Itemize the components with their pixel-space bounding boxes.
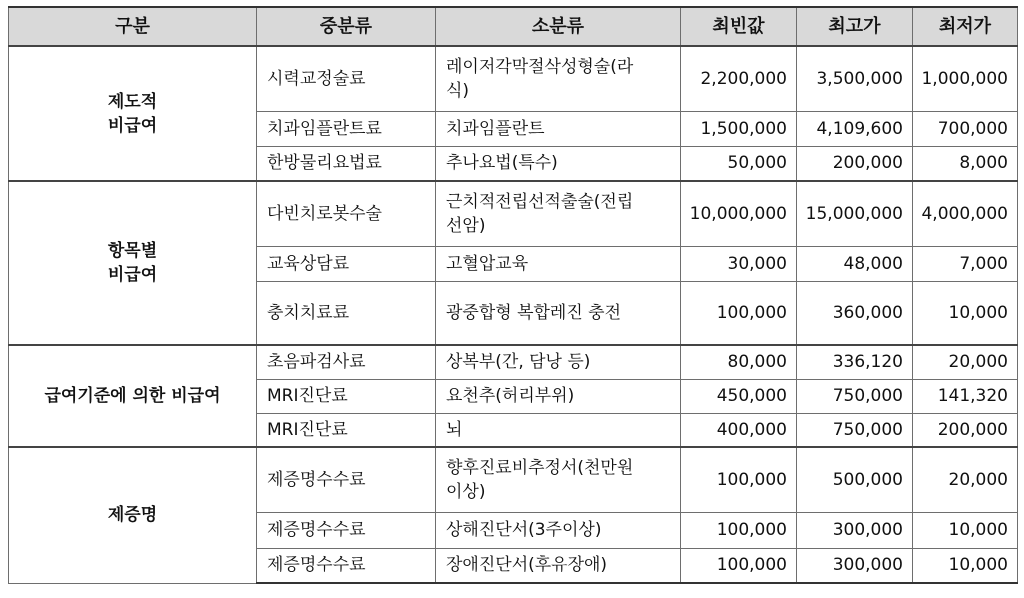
group-label: 제증명: [9, 447, 257, 583]
mid-category-cell: 제증명수수료: [257, 447, 436, 512]
mode-price-cell: 50,000: [681, 146, 797, 181]
table-row: [9, 345, 1018, 379]
max-price-cell: 200,000: [797, 146, 913, 181]
mid-category-cell: MRI진단료: [257, 379, 436, 413]
header-row: [9, 7, 1018, 46]
mid-category-cell: 교육상담료: [257, 246, 436, 281]
table-row: [9, 46, 1018, 111]
group-label: 급여기준에 의한 비급여: [9, 345, 257, 447]
max-price-cell: 300,000: [797, 512, 913, 548]
max-price-cell: 3,500,000: [797, 46, 913, 111]
mode-price-cell: 1,500,000: [681, 111, 797, 146]
sub-category-cell: 추나요법(특수): [436, 146, 681, 181]
mode-price-cell: 100,000: [681, 447, 797, 512]
sub-category-cell: 광중합형 복합레진 충전: [436, 281, 681, 345]
min-price-cell: 4,000,000: [913, 181, 1018, 246]
sub-category-cell: 상해진단서(3주이상): [436, 512, 681, 548]
min-price-cell: 10,000: [913, 281, 1018, 345]
sub-category-cell: 근치적전립선적출술(전립 선암): [436, 181, 681, 246]
group-label: 항목별 비급여: [9, 181, 257, 345]
mode-price-cell: 10,000,000: [681, 181, 797, 246]
min-price-cell: 1,000,000: [913, 46, 1018, 111]
header-max-price: 최고가: [797, 7, 913, 46]
mode-price-cell: 400,000: [681, 413, 797, 447]
mid-category-cell: 초음파검사료: [257, 345, 436, 379]
min-price-cell: 10,000: [913, 512, 1018, 548]
mode-price-cell: 450,000: [681, 379, 797, 413]
max-price-cell: 15,000,000: [797, 181, 913, 246]
mode-price-cell: 100,000: [681, 512, 797, 548]
mode-price-cell: 2,200,000: [681, 46, 797, 111]
mid-category-cell: 다빈치로봇수술: [257, 181, 436, 246]
mid-category-cell: 충치치료료: [257, 281, 436, 345]
mid-category-cell: 한방물리요법료: [257, 146, 436, 181]
sub-category-cell: 치과임플란트: [436, 111, 681, 146]
mode-price-cell: 100,000: [681, 281, 797, 345]
mid-category-cell: 시력교정술료: [257, 46, 436, 111]
header-min-price: 최저가: [913, 7, 1018, 46]
sub-category-cell: 요천추(허리부위): [436, 379, 681, 413]
min-price-cell: 8,000: [913, 146, 1018, 181]
min-price-cell: 7,000: [913, 246, 1018, 281]
sub-category-cell: 장애진단서(후유장애): [436, 548, 681, 583]
sub-category-cell: 고혈압교육: [436, 246, 681, 281]
mid-category-cell: 치과임플란트료: [257, 111, 436, 146]
header-sub-category: 소분류: [436, 7, 681, 46]
max-price-cell: 750,000: [797, 379, 913, 413]
sub-category-cell: 향후진료비추정서(천만원 이상): [436, 447, 681, 512]
table-row: [9, 181, 1018, 246]
mid-category-cell: 제증명수수료: [257, 548, 436, 583]
min-price-cell: 200,000: [913, 413, 1018, 447]
mid-category-cell: 제증명수수료: [257, 512, 436, 548]
min-price-cell: 20,000: [913, 345, 1018, 379]
min-price-cell: 20,000: [913, 447, 1018, 512]
table-row: [9, 447, 1018, 512]
group-label: 제도적 비급여: [9, 46, 257, 181]
mode-price-cell: 80,000: [681, 345, 797, 379]
max-price-cell: 48,000: [797, 246, 913, 281]
fee-table: [8, 6, 1018, 584]
mode-price-cell: 30,000: [681, 246, 797, 281]
sub-category-cell: 상복부(간, 담낭 등): [436, 345, 681, 379]
max-price-cell: 360,000: [797, 281, 913, 345]
mode-price-cell: 100,000: [681, 548, 797, 583]
header-mid-category: 중분류: [257, 7, 436, 46]
sub-category-cell: 뇌: [436, 413, 681, 447]
mid-category-cell: MRI진단료: [257, 413, 436, 447]
max-price-cell: 300,000: [797, 548, 913, 583]
max-price-cell: 336,120: [797, 345, 913, 379]
sub-category-cell: 레이저각막절삭성형술(라 식): [436, 46, 681, 111]
header-category: 구분: [9, 7, 257, 46]
max-price-cell: 500,000: [797, 447, 913, 512]
min-price-cell: 141,320: [913, 379, 1018, 413]
max-price-cell: 750,000: [797, 413, 913, 447]
max-price-cell: 4,109,600: [797, 111, 913, 146]
min-price-cell: 700,000: [913, 111, 1018, 146]
min-price-cell: 10,000: [913, 548, 1018, 583]
header-mode-price: 최빈값: [681, 7, 797, 46]
